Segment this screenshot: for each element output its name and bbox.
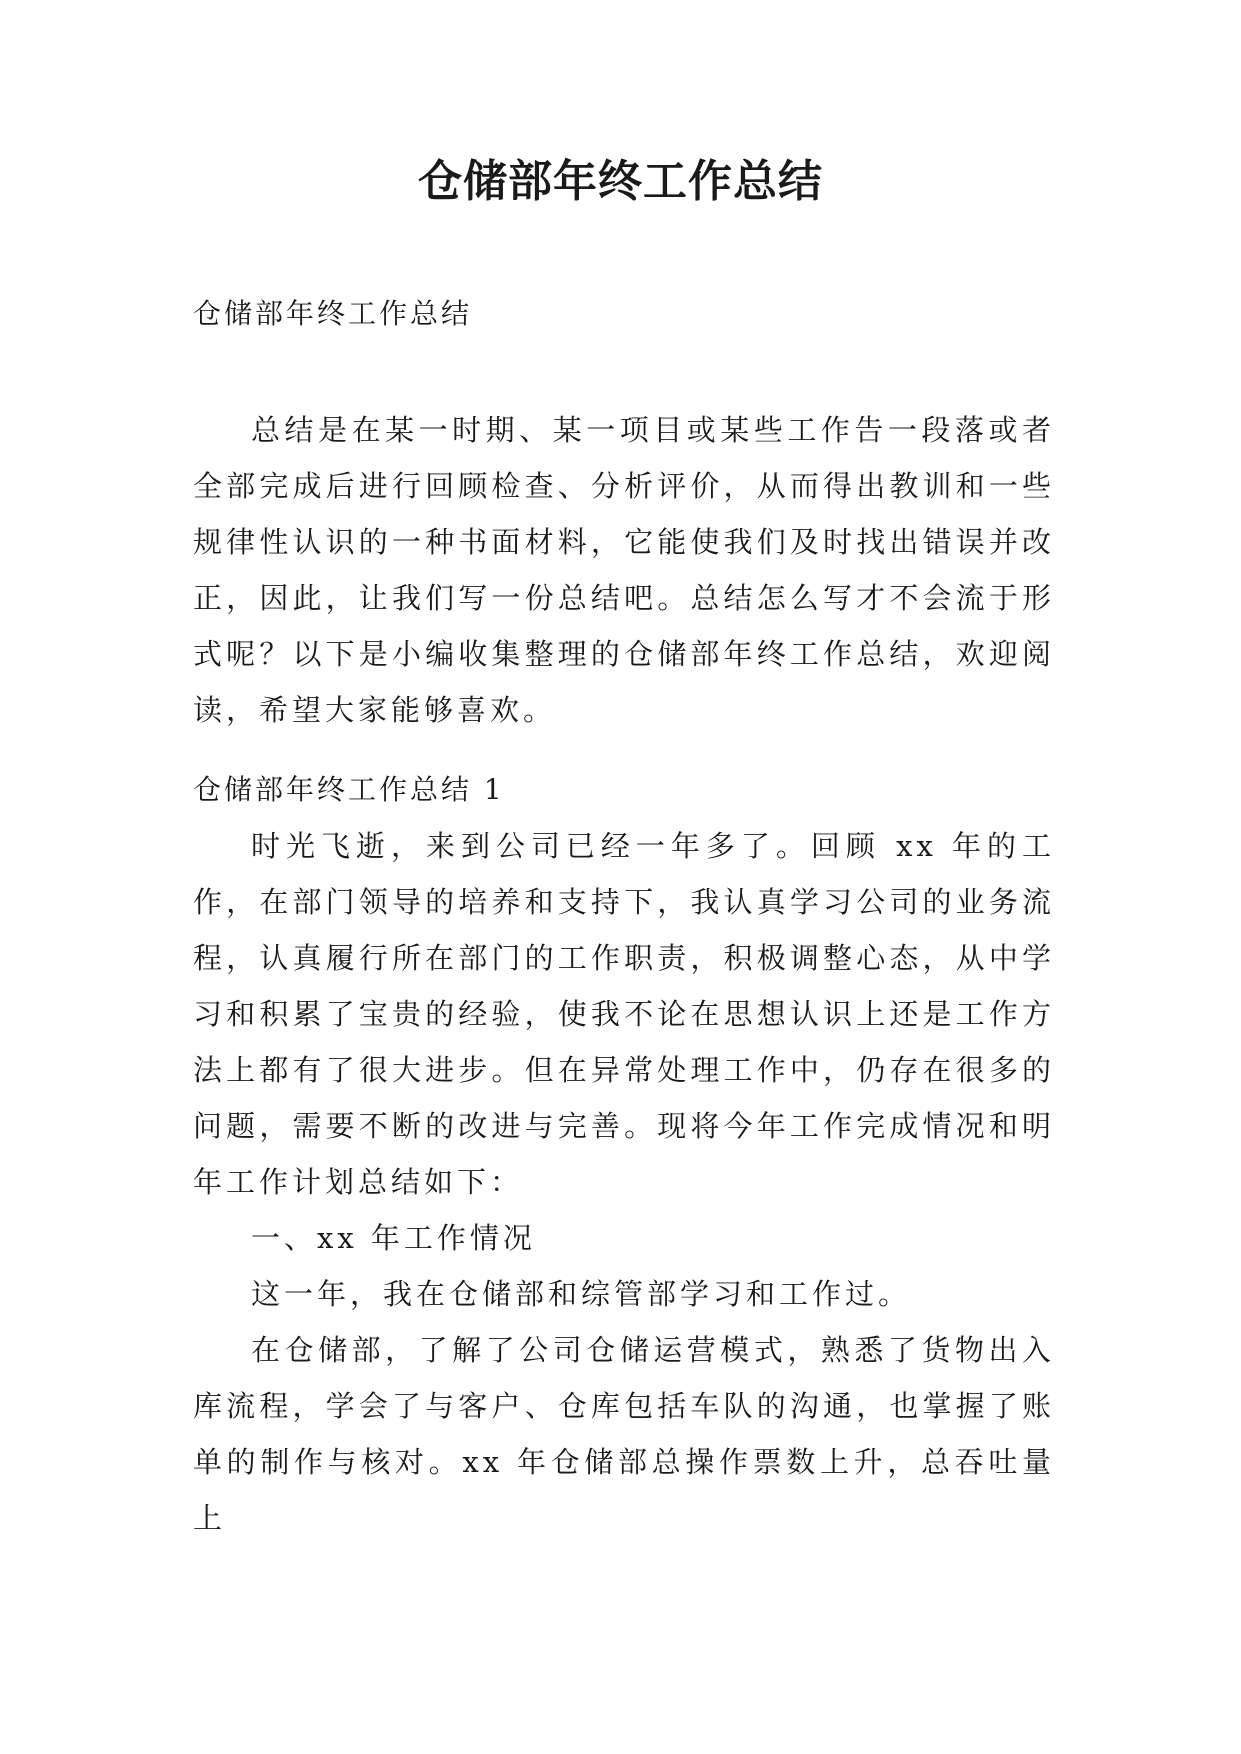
intro-paragraph: 总结是在某一时期、某一项目或某些工作告一段落或者全部完成后进行回顾检查、分析评价，从而得出教训和一些规律性认识的一种书面材料，它能使我们及时找出错误并改正，因此，让我们写一份总结吧。总结怎么写才不会流于形式呢？以下是小编收集整理的仓储部年终工作总结，欢迎阅读，希望大家能够喜欢。	[193, 413, 1055, 727]
paragraph-warehouse: 在仓储部，了解了公司仓储运营模式，熟悉了货物出入库流程，学会了与客户、仓库包括车队的沟通，也掌握了账单的制作与核对。xx 年仓储部总操作票数上升，总吞吐量上	[193, 1333, 1055, 1535]
paragraph-opening: 时光飞逝，来到公司已经一年多了。回顾 xx 年的工作，在部门领导的培养和支持下，我认真学习公司的业务流程，认真履行所在部门的工作职责，积极调整心态，从中学习和积累了宝贵的经验，使我不论在思想认识上还是工作方法上都有了很大进步。但在异常处理工作中，仍存在很多的问题，需要不断的改进与完善。现将今年工作完成情况和明年工作计划总结如下：	[193, 829, 1055, 1199]
document-title: 仓储部年终工作总结	[418, 156, 823, 207]
paragraph-departments: 这一年，我在仓储部和综管部学习和工作过。	[251, 1277, 912, 1311]
section-body	[193, 818, 1055, 1546]
section-heading: 仓储部年终工作总结 1	[193, 773, 505, 806]
document-subtitle: 仓储部年终工作总结	[193, 297, 473, 330]
paragraph-heading-work-status: 一、xx 年工作情况	[251, 1221, 536, 1255]
